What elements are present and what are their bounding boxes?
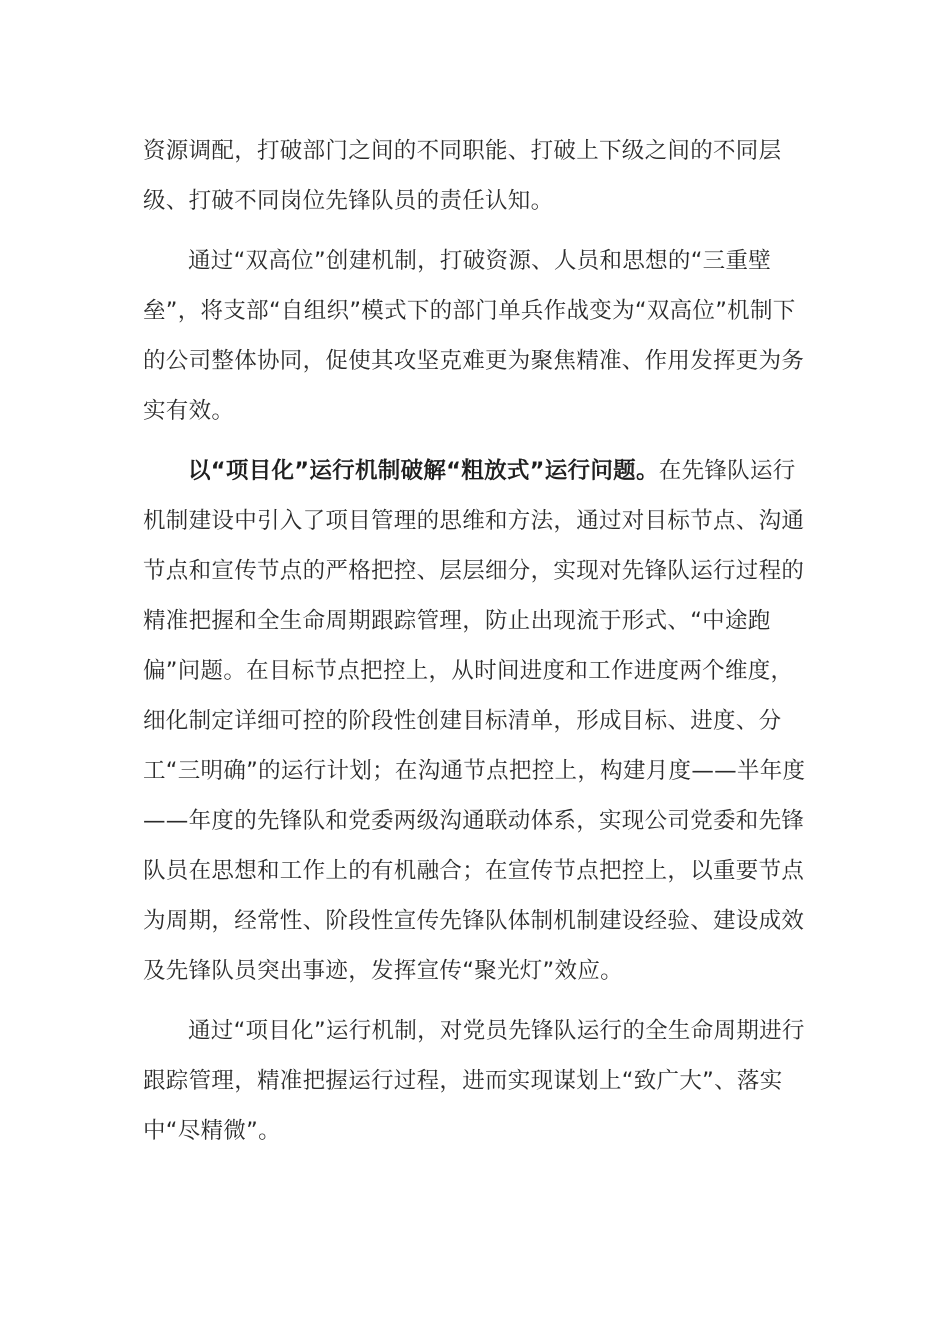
paragraph-text: 通过“项目化”运行机制，对党员先锋队运行的全生命周期进行跟踪管理，精准把握运行过程，进而实现谋划上“致广大”、落实中“尽精微”。 xyxy=(143,1018,805,1144)
paragraph-continuation xyxy=(143,126,811,226)
paragraph-project-summary xyxy=(143,1006,811,1156)
paragraph-text: 资源调配，打破部门之间的不同职能、打破上下级之间的不同层级、打破不同岗位先锋队员的责任认知。 xyxy=(143,138,782,214)
document-body xyxy=(143,126,811,1156)
paragraph-lead-heading: 以“项目化”运行机制破解“粗放式”运行问题。 xyxy=(188,458,659,484)
paragraph-text: 在先锋队运行机制建设中引入了项目管理的思维和方法，通过对目标节点、沟通节点和宣传节点的严格把控、层层细分，实现对先锋队运行过程的精准把握和全生命周期跟踪管理，防止出现流于形式、“中途跑偏”问题。在目标节点把控上，从时间进度和工作进度两个维度，细化制定详细可控的阶段性创建目标清单，形成目标、进度、分工“三明确”的运行计划；在沟通节点把控上，构建月度——半年度——年度的先锋队和党委两级沟通联动体系，实现公司党委和先锋队员在思想和工作上的有机融合；在宣传节点把控上，以重要节点为周期，经常性、阶段性宣传先锋队体制机制建设经验、建设成效及先锋队员突出事迹，发挥宣传“聚光灯”效应。 xyxy=(143,458,806,984)
paragraph-text: 通过“双高位”创建机制，打破资源、人员和思想的“三重壁垒”，将支部“自组织”模式下的部门单兵作战变为“双高位”机制下的公司整体协同，促使其攻坚克难更为聚焦精准、作用发挥更为务实有效。 xyxy=(143,248,805,424)
paragraph-project-mechanism xyxy=(143,446,811,996)
paragraph-double-high-position xyxy=(143,236,811,436)
